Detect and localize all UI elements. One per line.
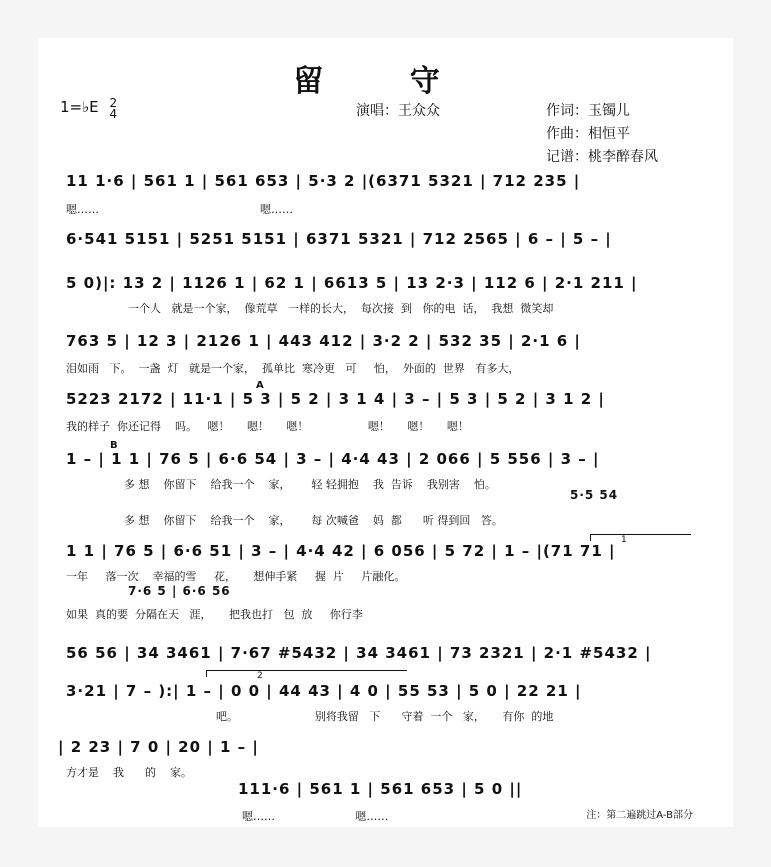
notation-line: 1 1 | 76 5 | 6·6 51 | 3 – | 4·4 42 | 6 056 | 5 72 | 1 – |(71 71 | [66, 542, 616, 560]
time-den: 4 [109, 107, 118, 121]
lyric-line: 多 想 你留下 给我一个 家， 每 次喊爸 妈 都 听 得到回 答。 [124, 514, 503, 527]
time-num: 2 [109, 96, 118, 110]
notation-line: 111·6 | 561 1 | 561 653 | 5 0 || [238, 780, 523, 798]
volta-1: 1 [590, 534, 691, 541]
key-label: 1=♭E [60, 98, 99, 116]
notation-line: | 2 23 | 7 0 | 20 | 1 – | [58, 738, 259, 756]
key-signature [60, 98, 117, 120]
composer-credit: 作曲：相恒平 [546, 126, 630, 142]
lyric-line: 泪如雨 下。 一盏 灯 就是一个家， 孤单比 寒冷更 可 怕， 外面的 世界 有多大， [66, 362, 520, 375]
lyric-line: 一个人 就是一个家， 像荒草 一样的长大， 每次接 到 你的电 话， 我想 微笑却 [128, 302, 554, 315]
lyric-line: 我的样子 你还记得 吗。 嗯！ 嗯！ 嗯！ 嗯！ 嗯！ 嗯！ [66, 420, 469, 433]
notation-line: 11 1·6 | 561 1 | 561 653 | 5·3 2 |(6371 5321 | 712 235 | [66, 172, 581, 190]
upper-notes: 7·6 5 | 6·6 56 [128, 584, 231, 598]
lyric-line: 如果 真的要 分隔在天 涯， 把我也打 包 放 你行李 [66, 608, 363, 621]
notation-line: 56 56 | 34 3461 | 7·67 #5432 | 34 3461 | 73 2321 | 2·1 #5432 | [66, 644, 652, 662]
transcriber-credit: 记谱：桃李醉春风 [546, 149, 658, 165]
score-sheet [38, 38, 733, 827]
song-title: 留 守 [293, 64, 478, 99]
segno-a: A [256, 380, 264, 391]
lyricist-credit: 作词：玉镯儿 [546, 103, 630, 119]
lyric-line: 吧。 别将我留 下 守着 一个 家， 有你 的地 [216, 710, 554, 723]
lyric-line: 方才是 我 的 家。 [66, 766, 192, 779]
notation-line: 3·21 | 7 – ):| 1 – | 0 0 | 44 43 | 4 0 | 55 53 | 5 0 | 22 21 | [66, 682, 582, 700]
singer-credit: 演唱：王众众 [356, 103, 440, 119]
lyric-line: 一年 落一次 幸福的雪 花， 想伸手紧 握 片 片融化。 [66, 570, 406, 583]
notation-line: 6·541 5151 | 5251 5151 | 6371 5321 | 712 2565 | 6 – | 5 – | [66, 230, 612, 248]
notation-line: 5223 2172 | 11·1 | 5 3 | 5 2 | 3 1 4 | 3 – | 5 3 | 5 2 | 3 1 2 | [66, 390, 605, 408]
notation-line: 1 – | 1 1 | 76 5 | 6·6 54 | 3 – | 4·4 43 | 2 066 | 5 556 | 3 – | [66, 450, 600, 468]
notation-line: 5 0)|: 13 2 | 1126 1 | 62 1 | 6613 5 | 13 2·3 | 112 6 | 2·1 211 | [66, 274, 638, 292]
footnote: 注：第二遍跳过A-B部分 [586, 810, 693, 821]
time-signature [109, 98, 117, 120]
upper-notes: 5·5 54 [570, 488, 619, 502]
lyric-line: 多 想 你留下 给我一个 家， 轻 轻拥抱 我 告诉 我别害 怕。 [124, 478, 496, 491]
notation-line: 763 5 | 12 3 | 2126 1 | 443 412 | 3·2 2 | 532 35 | 2·1 6 | [66, 332, 581, 350]
segno-b: B [110, 440, 118, 451]
volta-2: 2 [206, 670, 407, 677]
lyric-line: 嗯…… 嗯…… [242, 810, 389, 823]
lyric-line: 嗯…… [66, 203, 99, 216]
lyric-line: 嗯…… [260, 203, 293, 216]
